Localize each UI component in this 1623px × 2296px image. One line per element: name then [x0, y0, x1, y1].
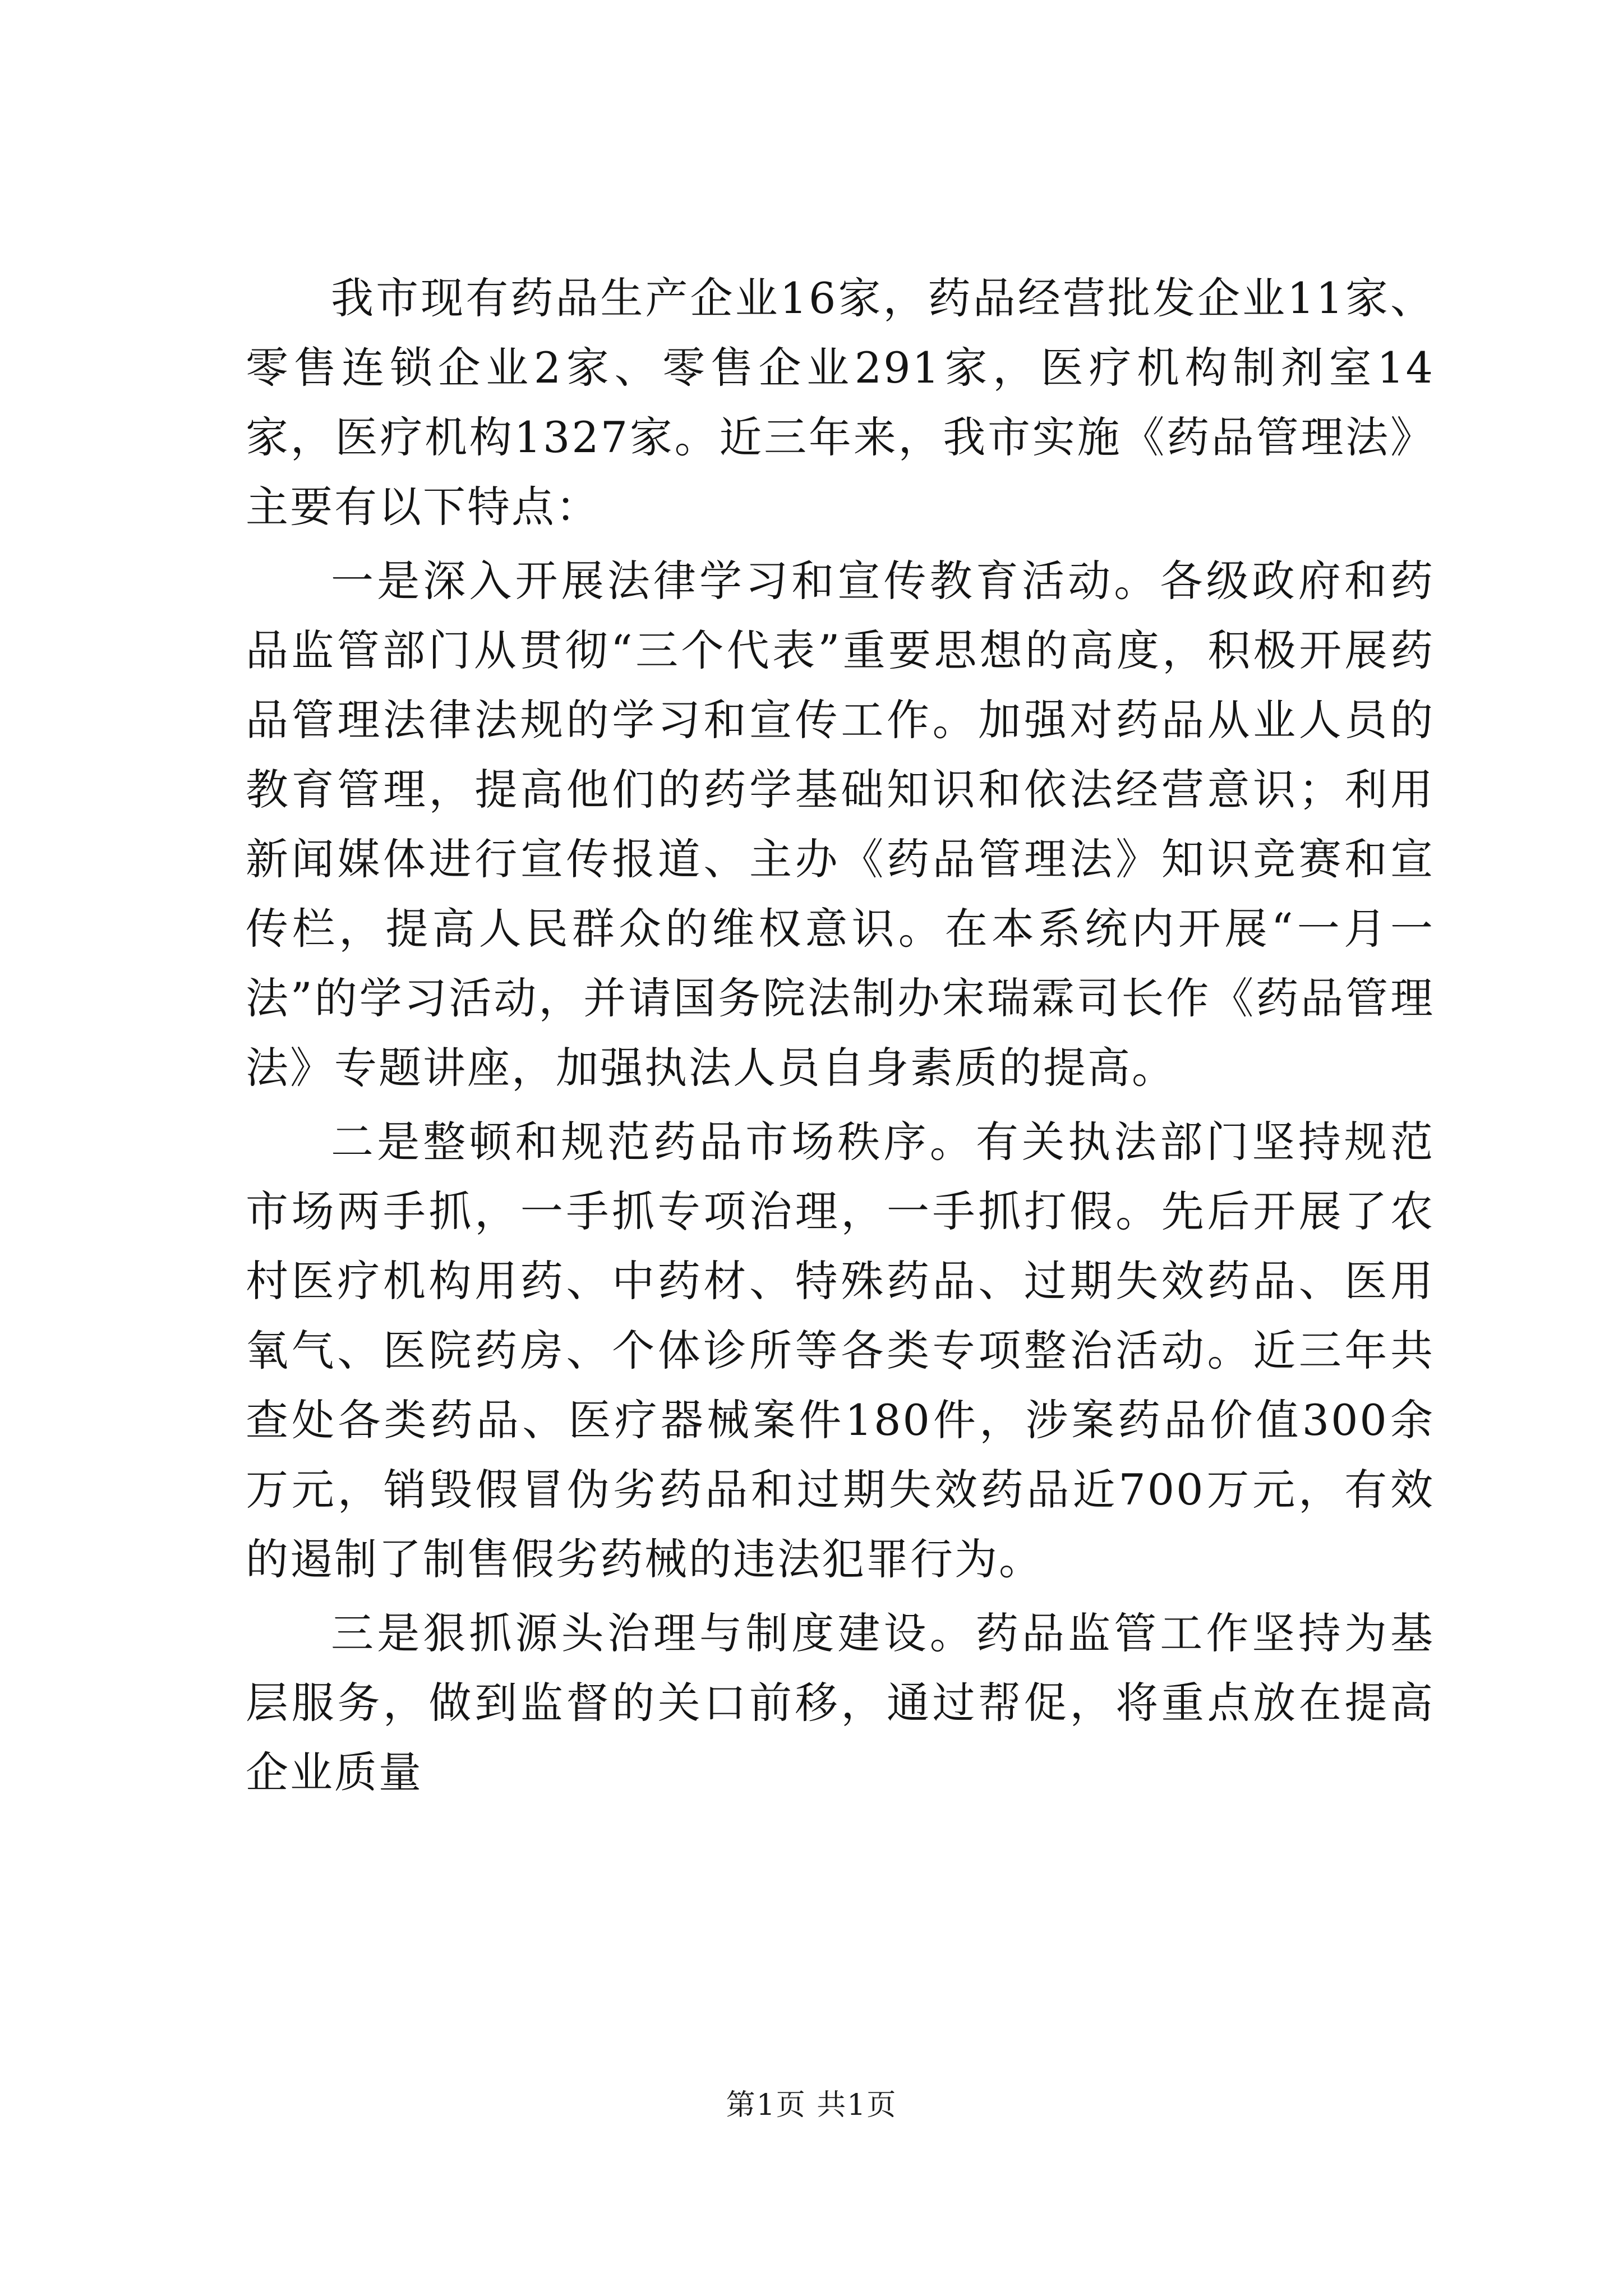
- page-footer: 第1页 共1页: [726, 2088, 897, 2122]
- paragraph-point-two: 二是整顿和规范药品市场秩序。有关执法部门坚持规范市场两手抓，一手抓专项治理，一手抓打假。先后开展了农村医疗机构用药、中药材、特殊药品、过期失效药品、医用氧气、医院药房、个体诊所等各类专项整治活动。近三年共查处各类药品、医疗器械案件180件，涉案药品价值300余万元，销毁假冒伪劣药品和过期失效药品近700万元，有效的遏制了制售假劣药械的违法犯罪行为。: [246, 1117, 1435, 1584]
- paragraph-intro: 我市现有药品生产企业16家，药品经营批发企业11家、零售连锁企业2家、零售企业291家，医疗机构制剂室14家，医疗机构1327家。近三年来，我市实施《药品管理法》主要有以下特点：: [246, 273, 1435, 532]
- paragraph-point-one: 一是深入开展法律学习和宣传教育活动。各级政府和药品监管部门从贯彻“三个代表”重要思想的高度，积极开展药品管理法律法规的学习和宣传工作。加强对药品从业人员的教育管理，提高他们的药学基础知识和依法经营意识；利用新闻媒体进行宣传报道、主办《药品管理法》知识竞赛和宣传栏，提高人民群众的维权意识。在本系统内开展“一月一法”的学习活动，并请国务院法制办宋瑞霖司长作《药品管理法》专题讲座，加强执法人员自身素质的提高。: [246, 556, 1435, 1093]
- paragraph-point-three: 三是狠抓源头治理与制度建设。药品监管工作坚持为基层服务，做到监督的关口前移，通过帮促，将重点放在提高企业质量: [246, 1608, 1435, 1797]
- document-body: [246, 264, 1435, 1807]
